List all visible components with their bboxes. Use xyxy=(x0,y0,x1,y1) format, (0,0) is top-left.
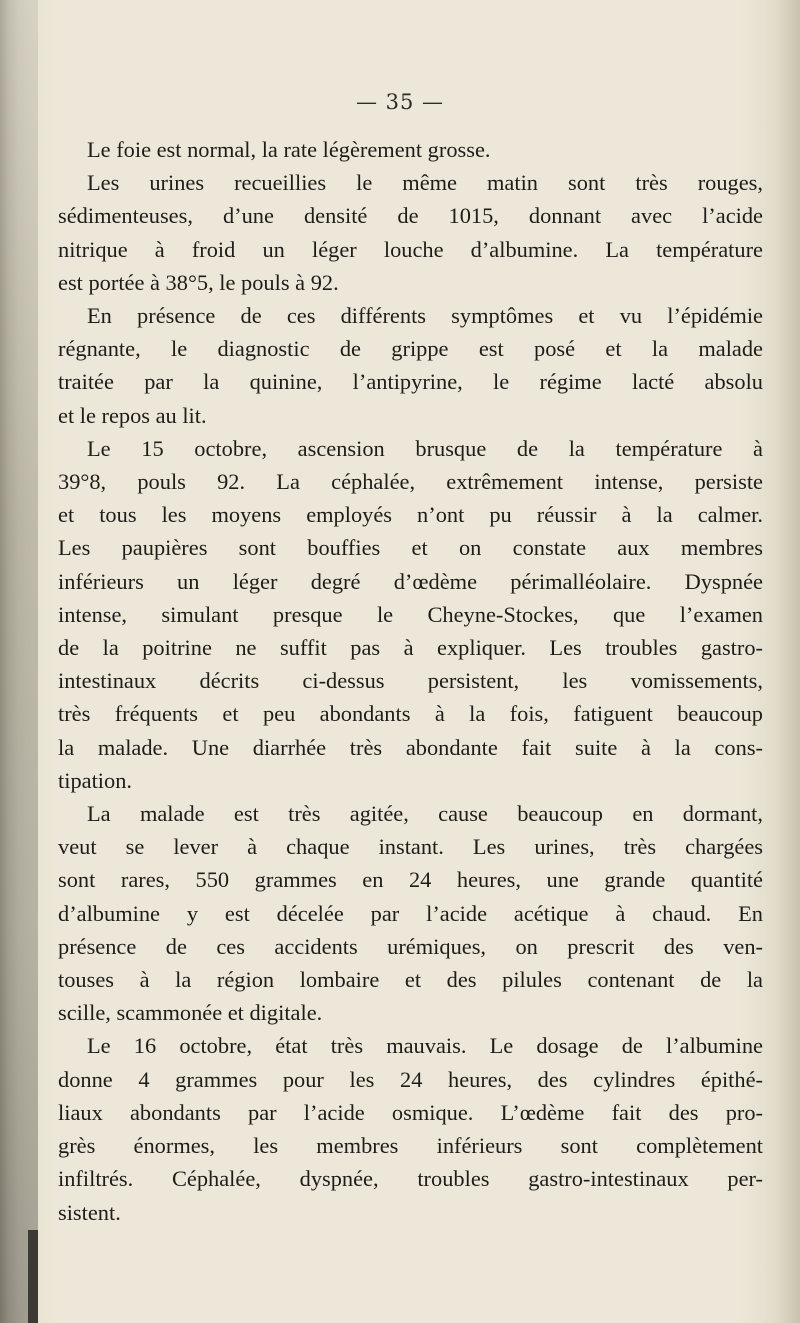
text-line: 39°8, pouls 92. La céphalée, extrêmement intense, persiste xyxy=(58,469,763,495)
text-line: très fréquents et peu abondants à la fois, fatiguent beaucoup xyxy=(58,701,763,727)
text-line: intense, simulant presque le Cheyne-Stockes, que l’examen xyxy=(58,601,763,627)
paragraph xyxy=(58,166,763,299)
text-line: de la poitrine ne suffit pas à expliquer. Les troubles gastro- xyxy=(58,635,763,661)
text-line: inférieurs un léger degré d’œdème périmalléolaire. Dyspnée xyxy=(58,568,763,594)
text-line: présence de ces accidents urémiques, on prescrit des ven- xyxy=(58,933,763,959)
text-line: En présence de ces différents symptômes et vu l’épidémie xyxy=(87,303,763,329)
text-line: traitée par la quinine, l’antipyrine, le régime lacté absolu xyxy=(58,369,763,395)
body-text xyxy=(58,133,763,1229)
text-line: intestinaux décrits ci-dessus persistent, les vomissements, xyxy=(58,668,763,694)
text-line: et tous les moyens employés n’ont pu réussir à la calmer. xyxy=(58,502,763,528)
text-line: et le repos au lit. xyxy=(58,402,207,428)
text-line: grès énormes, les membres inférieurs sont complètement xyxy=(58,1133,763,1159)
text-line: La malade est très agitée, cause beaucoup en dormant, xyxy=(87,801,763,827)
paragraph xyxy=(58,432,763,797)
text-line: scille, scammonée et digitale. xyxy=(58,1000,323,1026)
text-line: sistent. xyxy=(58,1199,121,1225)
text-line: Les urines recueillies le même matin sont très rouges, xyxy=(87,170,763,196)
paragraph xyxy=(58,133,763,166)
text-line: Le foie est normal, la rate légèrement grosse. xyxy=(87,137,491,162)
text-line: tipation. xyxy=(58,767,133,793)
text-line: est portée à 38°5, le pouls à 92. xyxy=(58,269,339,295)
text-line: la malade. Une diarrhée très abondante fait suite à la cons- xyxy=(58,734,763,760)
text-line: veut se lever à chaque instant. Les urines, très chargées xyxy=(58,834,763,860)
page-gutter-shadow xyxy=(0,0,38,1323)
text-line: d’albumine y est décelée par l’acide acétique à chaud. En xyxy=(58,900,763,926)
text-line: touses à la région lombaire et des pilules contenant de la xyxy=(58,967,763,993)
paragraph xyxy=(58,797,763,1029)
text-line: Les paupières sont bouffies et on constate aux membres xyxy=(58,535,763,561)
paragraph xyxy=(58,299,763,432)
text-line: liaux abondants par l’acide osmique. L’œdème fait des pro- xyxy=(58,1099,763,1125)
binding-edge xyxy=(28,1230,38,1323)
text-line: Le 15 octobre, ascension brusque de la température à xyxy=(87,435,763,461)
text-line: infiltrés. Céphalée, dyspnée, troubles gastro-intestinaux per- xyxy=(58,1166,763,1192)
text-line: régnante, le diagnostic de grippe est posé et la malade xyxy=(58,336,763,362)
text-line: sédimenteuses, d’une densité de 1015, donnant avec l’acide xyxy=(58,203,763,229)
text-line: nitrique à froid un léger louche d’albumine. La température xyxy=(58,236,763,262)
text-line: donne 4 grammes pour les 24 heures, des cylindres épithé- xyxy=(58,1066,763,1092)
text-line: Le 16 octobre, état très mauvais. Le dosage de l’albumine xyxy=(87,1033,763,1059)
paragraph xyxy=(58,1029,763,1228)
page-number: — 35 — xyxy=(355,90,445,114)
text-line: sont rares, 550 grammes en 24 heures, une grande quantité xyxy=(58,867,763,893)
